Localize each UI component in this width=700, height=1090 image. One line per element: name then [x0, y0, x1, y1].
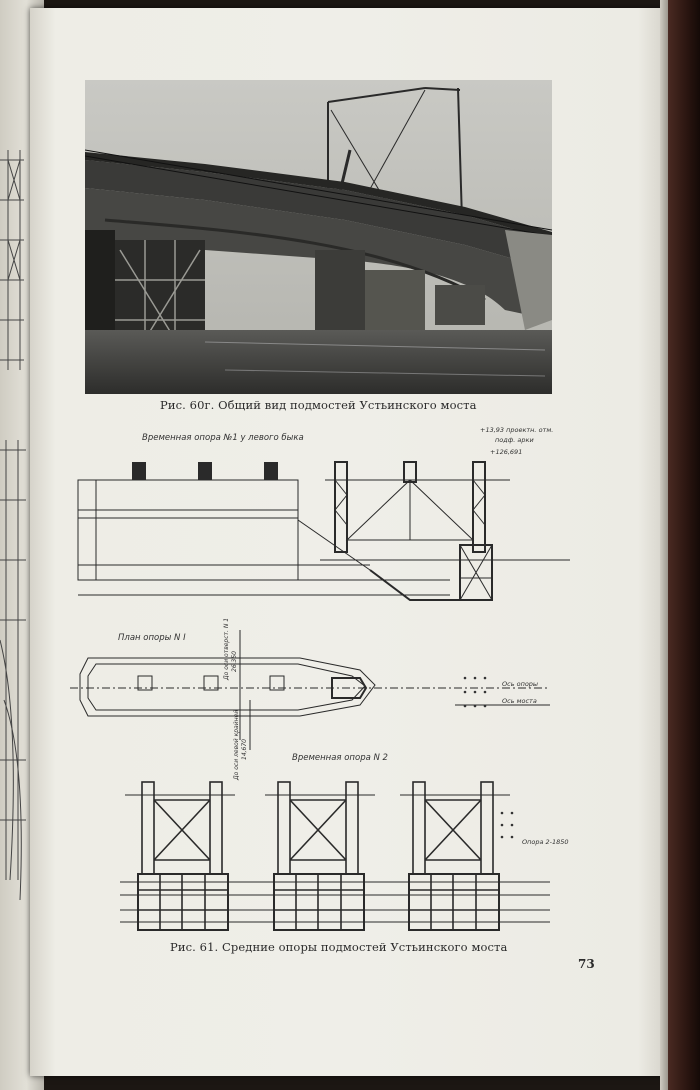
label-level-note-1: +13,93 проектн. отм.: [480, 426, 554, 434]
label-vert-note-2: До оси левой крайней: [233, 709, 240, 780]
label-vert-note-1: До оси отверст. N 1: [223, 617, 230, 680]
book-cover-edge: [668, 0, 700, 1090]
label-axis-1: Ось опоры: [502, 680, 539, 688]
label-temp-support-1: Временная опора №1 у левого быка: [142, 433, 304, 443]
label-vert-note-2b: 14,670: [241, 739, 248, 760]
bridge-photo: [85, 80, 552, 394]
label-plan-title: План опоры N I: [118, 633, 186, 643]
engineering-drawing: [70, 420, 570, 935]
label-side-note: Опора 2-1850: [522, 838, 569, 846]
drawing-caption: Рис. 61. Средние опоры подмостей Устьинского моста: [170, 940, 508, 954]
page-number: 73: [578, 957, 595, 971]
label-level-note-2: подф. арки: [495, 436, 534, 444]
label-level-note-3: +126,691: [490, 448, 523, 456]
label-temp-support-2: Временная опора N 2: [292, 753, 388, 763]
label-vert-note-1b: 26,350: [231, 651, 238, 672]
photo-caption: Рис. 60г. Общий вид подмостей Устьинского моста: [160, 398, 477, 412]
label-axis-2: Ось моста: [502, 697, 537, 705]
